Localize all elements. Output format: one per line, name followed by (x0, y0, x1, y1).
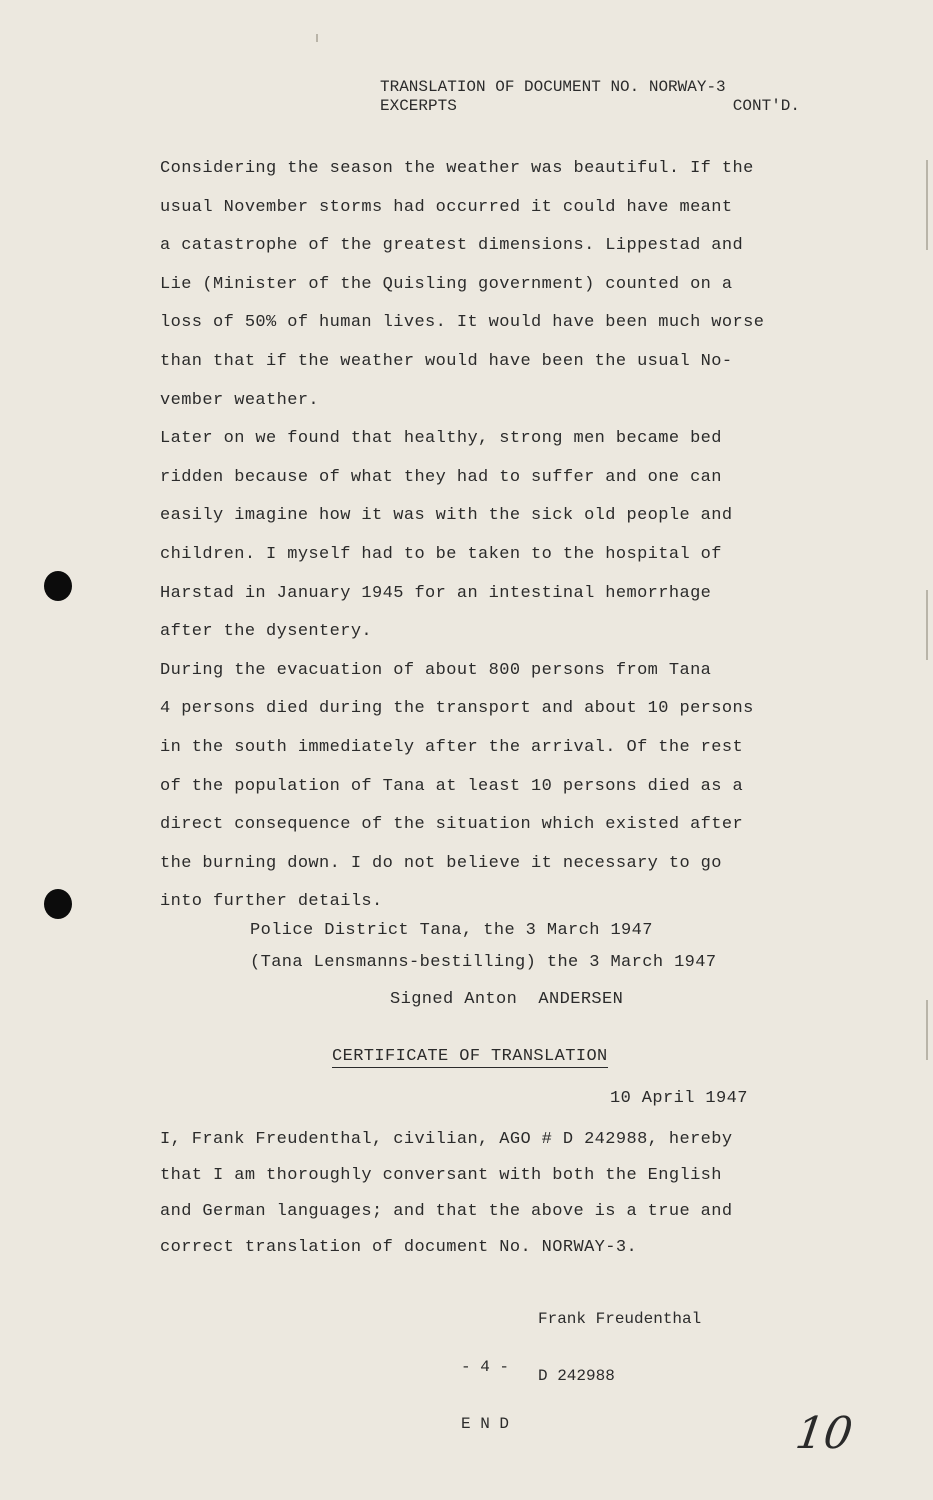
certificate-date: 10 April 1947 (610, 1089, 748, 1108)
paper-mark (926, 160, 928, 250)
body-line: after the dysentery. (160, 622, 373, 642)
body-line: Harstad in January 1945 for an intestinal hemorrhage (160, 583, 712, 603)
header-contd: CONT'D. (732, 97, 800, 115)
header-title: TRANSLATION OF DOCUMENT NO. NORWAY-3 (380, 78, 726, 96)
paper-mark (316, 34, 318, 42)
body-line: vember weather. (160, 390, 320, 410)
certificate-body (160, 1122, 840, 1266)
body-line: Considering the season the weather was beautiful. If the (160, 159, 754, 178)
body-line: the burning down. I do not believe it necessary to go (160, 853, 722, 873)
body-line: in the south immediately after the arrival. Of the rest (160, 737, 744, 757)
body-line: ridden because of what they had to suffer and one can (160, 467, 722, 487)
page-footer (450, 1320, 520, 1472)
body-line: usual November storms had occurred it could have meant (160, 197, 733, 217)
body-line: Lie (Minister of the Quisling government) counted on a (160, 274, 733, 294)
body-line: During the evacuation of about 800 persons from Tana (160, 660, 712, 680)
body-line: Later on we found that healthy, strong men became bed (160, 429, 722, 449)
translator-id: D 242988 (538, 1367, 615, 1385)
translator-name: Frank Freudenthal (538, 1310, 702, 1328)
body-line: a catastrophe of the greatest dimensions. Lippestad and (160, 236, 744, 256)
certificate-line: that I am thoroughly conversant with both the English (160, 1166, 722, 1185)
certificate-line: correct translation of document No. NORWAY-3. (160, 1238, 638, 1257)
paper-mark (926, 590, 928, 660)
signature-signed: Signed Anton ANDERSEN (390, 990, 624, 1009)
page-number: - 4 - (460, 1358, 509, 1376)
paper-mark (926, 1000, 928, 1060)
handwritten-page-number: 10 (792, 1408, 856, 1459)
certificate-line: and German languages; and that the above is a true and (160, 1202, 733, 1221)
body-line: of the population of Tana at least 10 persons died as a (160, 776, 744, 796)
translator-signature (538, 1272, 701, 1424)
body-line: into further details. (160, 892, 383, 912)
body-line: than that if the weather would have been the usual No- (160, 351, 733, 371)
body-line: 4 persons died during the transport and about 10 persons (160, 699, 754, 719)
signature-place-date: Police District Tana, the 3 March 1947 (250, 921, 653, 940)
punch-hole (44, 889, 72, 919)
body-line: loss of 50% of human lives. It would have been much worse (160, 313, 765, 333)
body-line: direct consequence of the situation which existed after (160, 815, 744, 835)
certificate-line: I, Frank Freudenthal, civilian, AGO # D 242988, hereby (160, 1130, 733, 1149)
end-marker: E N D (460, 1415, 509, 1433)
certificate-title: CERTIFICATE OF TRANSLATION (332, 1047, 608, 1066)
punch-hole (44, 571, 72, 601)
header-excerpts: EXCERPTS (380, 97, 457, 115)
document-header (380, 78, 800, 116)
body-line: easily imagine how it was with the sick old people and (160, 506, 733, 526)
signature-office-date: (Tana Lensmanns-bestilling) the 3 March 1947 (250, 953, 717, 972)
body-line: children. I myself had to be taken to the hospital of (160, 544, 722, 564)
statement-body (160, 150, 840, 922)
